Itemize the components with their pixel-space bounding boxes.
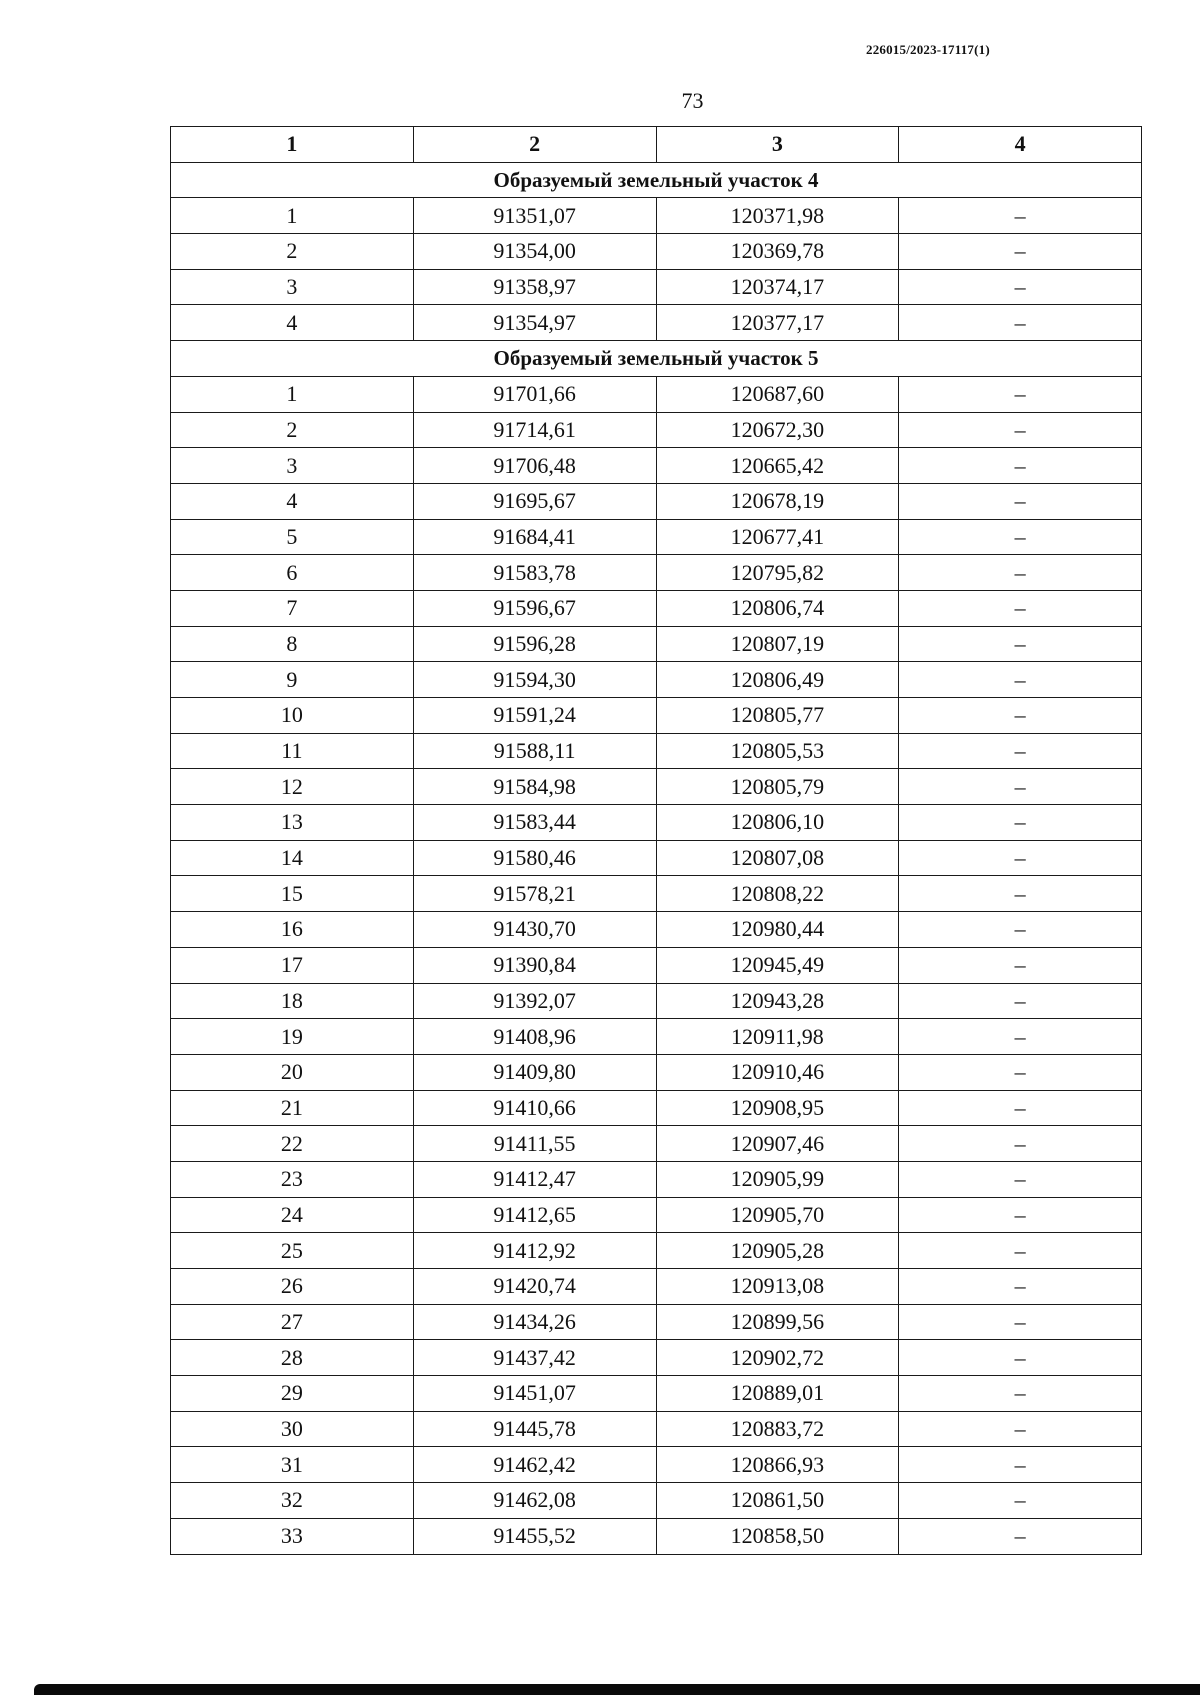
table-row (171, 626, 1142, 662)
note-cell: – (899, 1090, 1142, 1126)
table-header-row (171, 127, 1142, 163)
table-row (171, 1233, 1142, 1269)
table-row (171, 1376, 1142, 1412)
x-coordinate-cell: 91583,44 (413, 805, 656, 841)
y-coordinate-cell: 120905,70 (656, 1197, 899, 1233)
note-cell: – (899, 1518, 1142, 1554)
note-cell: – (899, 912, 1142, 948)
x-coordinate-cell: 91412,65 (413, 1197, 656, 1233)
table-row (171, 269, 1142, 305)
x-coordinate-cell: 91409,80 (413, 1054, 656, 1090)
section-header-row (171, 341, 1142, 377)
note-cell: – (899, 1197, 1142, 1233)
table-body (171, 162, 1142, 1554)
x-coordinate-cell: 91462,08 (413, 1483, 656, 1519)
y-coordinate-cell: 120806,74 (656, 590, 899, 626)
table-row (171, 483, 1142, 519)
point-number-cell: 6 (171, 555, 414, 591)
x-coordinate-cell: 91591,24 (413, 698, 656, 734)
note-cell: – (899, 733, 1142, 769)
table-row (171, 1518, 1142, 1554)
y-coordinate-cell: 120908,95 (656, 1090, 899, 1126)
x-coordinate-cell: 91445,78 (413, 1411, 656, 1447)
x-coordinate-cell: 91410,66 (413, 1090, 656, 1126)
table-row (171, 1054, 1142, 1090)
note-cell: – (899, 590, 1142, 626)
note-cell: – (899, 519, 1142, 555)
x-coordinate-cell: 91462,42 (413, 1447, 656, 1483)
point-number-cell: 9 (171, 662, 414, 698)
point-number-cell: 31 (171, 1447, 414, 1483)
table-row (171, 733, 1142, 769)
table-row (171, 876, 1142, 912)
point-number-cell: 33 (171, 1518, 414, 1554)
y-coordinate-cell: 120980,44 (656, 912, 899, 948)
y-coordinate-cell: 120866,93 (656, 1447, 899, 1483)
table-header (171, 127, 1142, 163)
note-cell: – (899, 698, 1142, 734)
note-cell: – (899, 1483, 1142, 1519)
table-row (171, 1019, 1142, 1055)
note-cell: – (899, 626, 1142, 662)
table-row (171, 555, 1142, 591)
point-number-cell: 2 (171, 234, 414, 270)
y-coordinate-cell: 120672,30 (656, 412, 899, 448)
point-number-cell: 28 (171, 1340, 414, 1376)
table-row (171, 1090, 1142, 1126)
table-row (171, 1197, 1142, 1233)
table-row (171, 1304, 1142, 1340)
point-number-cell: 3 (171, 269, 414, 305)
point-number-cell: 2 (171, 412, 414, 448)
note-cell: – (899, 1447, 1142, 1483)
y-coordinate-cell: 120806,10 (656, 805, 899, 841)
y-coordinate-cell: 120807,08 (656, 840, 899, 876)
x-coordinate-cell: 91354,97 (413, 305, 656, 341)
table-row (171, 1126, 1142, 1162)
point-number-cell: 4 (171, 305, 414, 341)
x-coordinate-cell: 91580,46 (413, 840, 656, 876)
table-row (171, 1447, 1142, 1483)
point-number-cell: 13 (171, 805, 414, 841)
note-cell: – (899, 1340, 1142, 1376)
table-row (171, 1269, 1142, 1305)
y-coordinate-cell: 120374,17 (656, 269, 899, 305)
table-row (171, 1340, 1142, 1376)
x-coordinate-cell: 91695,67 (413, 483, 656, 519)
note-cell: – (899, 483, 1142, 519)
table-row (171, 1411, 1142, 1447)
note-cell: – (899, 1376, 1142, 1412)
y-coordinate-cell: 120807,19 (656, 626, 899, 662)
point-number-cell: 14 (171, 840, 414, 876)
y-coordinate-cell: 120905,28 (656, 1233, 899, 1269)
table-row (171, 305, 1142, 341)
point-number-cell: 21 (171, 1090, 414, 1126)
note-cell: – (899, 234, 1142, 270)
y-coordinate-cell: 120858,50 (656, 1518, 899, 1554)
column-header-3: 3 (656, 127, 899, 163)
point-number-cell: 5 (171, 519, 414, 555)
point-number-cell: 29 (171, 1376, 414, 1412)
point-number-cell: 27 (171, 1304, 414, 1340)
y-coordinate-cell: 120913,08 (656, 1269, 899, 1305)
point-number-cell: 25 (171, 1233, 414, 1269)
y-coordinate-cell: 120910,46 (656, 1054, 899, 1090)
x-coordinate-cell: 91412,92 (413, 1233, 656, 1269)
note-cell: – (899, 269, 1142, 305)
note-cell: – (899, 1054, 1142, 1090)
table-row (171, 519, 1142, 555)
table-row (171, 590, 1142, 626)
point-number-cell: 1 (171, 198, 414, 234)
note-cell: – (899, 1269, 1142, 1305)
y-coordinate-cell: 120677,41 (656, 519, 899, 555)
scan-edge-bar (34, 1684, 1200, 1695)
note-cell: – (899, 1233, 1142, 1269)
note-cell: – (899, 376, 1142, 412)
point-number-cell: 23 (171, 1161, 414, 1197)
y-coordinate-cell: 120665,42 (656, 448, 899, 484)
y-coordinate-cell: 120905,99 (656, 1161, 899, 1197)
note-cell: – (899, 1161, 1142, 1197)
note-cell: – (899, 1019, 1142, 1055)
point-number-cell: 8 (171, 626, 414, 662)
column-header-4: 4 (899, 127, 1142, 163)
x-coordinate-cell: 91358,97 (413, 269, 656, 305)
y-coordinate-cell: 120899,56 (656, 1304, 899, 1340)
point-number-cell: 32 (171, 1483, 414, 1519)
y-coordinate-cell: 120861,50 (656, 1483, 899, 1519)
x-coordinate-cell: 91451,07 (413, 1376, 656, 1412)
y-coordinate-cell: 120945,49 (656, 947, 899, 983)
x-coordinate-cell: 91437,42 (413, 1340, 656, 1376)
y-coordinate-cell: 120369,78 (656, 234, 899, 270)
table-row (171, 376, 1142, 412)
note-cell: – (899, 1304, 1142, 1340)
x-coordinate-cell: 91412,47 (413, 1161, 656, 1197)
x-coordinate-cell: 91390,84 (413, 947, 656, 983)
note-cell: – (899, 947, 1142, 983)
section-header-row (171, 162, 1142, 198)
point-number-cell: 1 (171, 376, 414, 412)
note-cell: – (899, 198, 1142, 234)
document-registration-number: 226015/2023-17117(1) (866, 42, 990, 57)
table-row (171, 234, 1142, 270)
point-number-cell: 11 (171, 733, 414, 769)
x-coordinate-cell: 91594,30 (413, 662, 656, 698)
note-cell: – (899, 305, 1142, 341)
y-coordinate-cell: 120795,82 (656, 555, 899, 591)
note-cell: – (899, 662, 1142, 698)
point-number-cell: 30 (171, 1411, 414, 1447)
x-coordinate-cell: 91351,07 (413, 198, 656, 234)
point-number-cell: 17 (171, 947, 414, 983)
x-coordinate-cell: 91420,74 (413, 1269, 656, 1305)
y-coordinate-cell: 120889,01 (656, 1376, 899, 1412)
table-row (171, 1483, 1142, 1519)
x-coordinate-cell: 91578,21 (413, 876, 656, 912)
point-number-cell: 10 (171, 698, 414, 734)
note-cell: – (899, 1411, 1142, 1447)
y-coordinate-cell: 120371,98 (656, 198, 899, 234)
x-coordinate-cell: 91354,00 (413, 234, 656, 270)
y-coordinate-cell: 120805,79 (656, 769, 899, 805)
point-number-cell: 24 (171, 1197, 414, 1233)
x-coordinate-cell: 91411,55 (413, 1126, 656, 1162)
point-number-cell: 15 (171, 876, 414, 912)
x-coordinate-cell: 91706,48 (413, 448, 656, 484)
x-coordinate-cell: 91684,41 (413, 519, 656, 555)
section-title: Образуемый земельный участок 5 (171, 341, 1142, 377)
note-cell: – (899, 769, 1142, 805)
note-cell: – (899, 840, 1142, 876)
x-coordinate-cell: 91596,28 (413, 626, 656, 662)
point-number-cell: 19 (171, 1019, 414, 1055)
point-number-cell: 3 (171, 448, 414, 484)
x-coordinate-cell: 91596,67 (413, 590, 656, 626)
point-number-cell: 26 (171, 1269, 414, 1305)
point-number-cell: 16 (171, 912, 414, 948)
x-coordinate-cell: 91588,11 (413, 733, 656, 769)
page-number: 73 (681, 88, 704, 113)
note-cell: – (899, 805, 1142, 841)
y-coordinate-cell: 120687,60 (656, 376, 899, 412)
note-cell: – (899, 448, 1142, 484)
y-coordinate-cell: 120806,49 (656, 662, 899, 698)
point-number-cell: 22 (171, 1126, 414, 1162)
x-coordinate-cell: 91583,78 (413, 555, 656, 591)
point-number-cell: 4 (171, 483, 414, 519)
table-row (171, 1161, 1142, 1197)
y-coordinate-cell: 120911,98 (656, 1019, 899, 1055)
x-coordinate-cell: 91584,98 (413, 769, 656, 805)
x-coordinate-cell: 91392,07 (413, 983, 656, 1019)
table-row (171, 983, 1142, 1019)
x-coordinate-cell: 91455,52 (413, 1518, 656, 1554)
table-row (171, 947, 1142, 983)
note-cell: – (899, 412, 1142, 448)
coordinates-table (170, 126, 1142, 1555)
y-coordinate-cell: 120902,72 (656, 1340, 899, 1376)
table-row (171, 448, 1142, 484)
column-header-1: 1 (171, 127, 414, 163)
x-coordinate-cell: 91714,61 (413, 412, 656, 448)
column-header-2: 2 (413, 127, 656, 163)
table-row (171, 769, 1142, 805)
note-cell: – (899, 876, 1142, 912)
table-row (171, 912, 1142, 948)
y-coordinate-cell: 120805,77 (656, 698, 899, 734)
point-number-cell: 20 (171, 1054, 414, 1090)
y-coordinate-cell: 120907,46 (656, 1126, 899, 1162)
section-title: Образуемый земельный участок 4 (171, 162, 1142, 198)
x-coordinate-cell: 91408,96 (413, 1019, 656, 1055)
y-coordinate-cell: 120943,28 (656, 983, 899, 1019)
table-row (171, 840, 1142, 876)
note-cell: – (899, 983, 1142, 1019)
note-cell: – (899, 1126, 1142, 1162)
y-coordinate-cell: 120808,22 (656, 876, 899, 912)
x-coordinate-cell: 91434,26 (413, 1304, 656, 1340)
point-number-cell: 12 (171, 769, 414, 805)
x-coordinate-cell: 91430,70 (413, 912, 656, 948)
table-row (171, 412, 1142, 448)
table-row (171, 198, 1142, 234)
table-row (171, 698, 1142, 734)
y-coordinate-cell: 120678,19 (656, 483, 899, 519)
y-coordinate-cell: 120883,72 (656, 1411, 899, 1447)
x-coordinate-cell: 91701,66 (413, 376, 656, 412)
table-row (171, 662, 1142, 698)
y-coordinate-cell: 120377,17 (656, 305, 899, 341)
point-number-cell: 18 (171, 983, 414, 1019)
note-cell: – (899, 555, 1142, 591)
point-number-cell: 7 (171, 590, 414, 626)
y-coordinate-cell: 120805,53 (656, 733, 899, 769)
table-row (171, 805, 1142, 841)
